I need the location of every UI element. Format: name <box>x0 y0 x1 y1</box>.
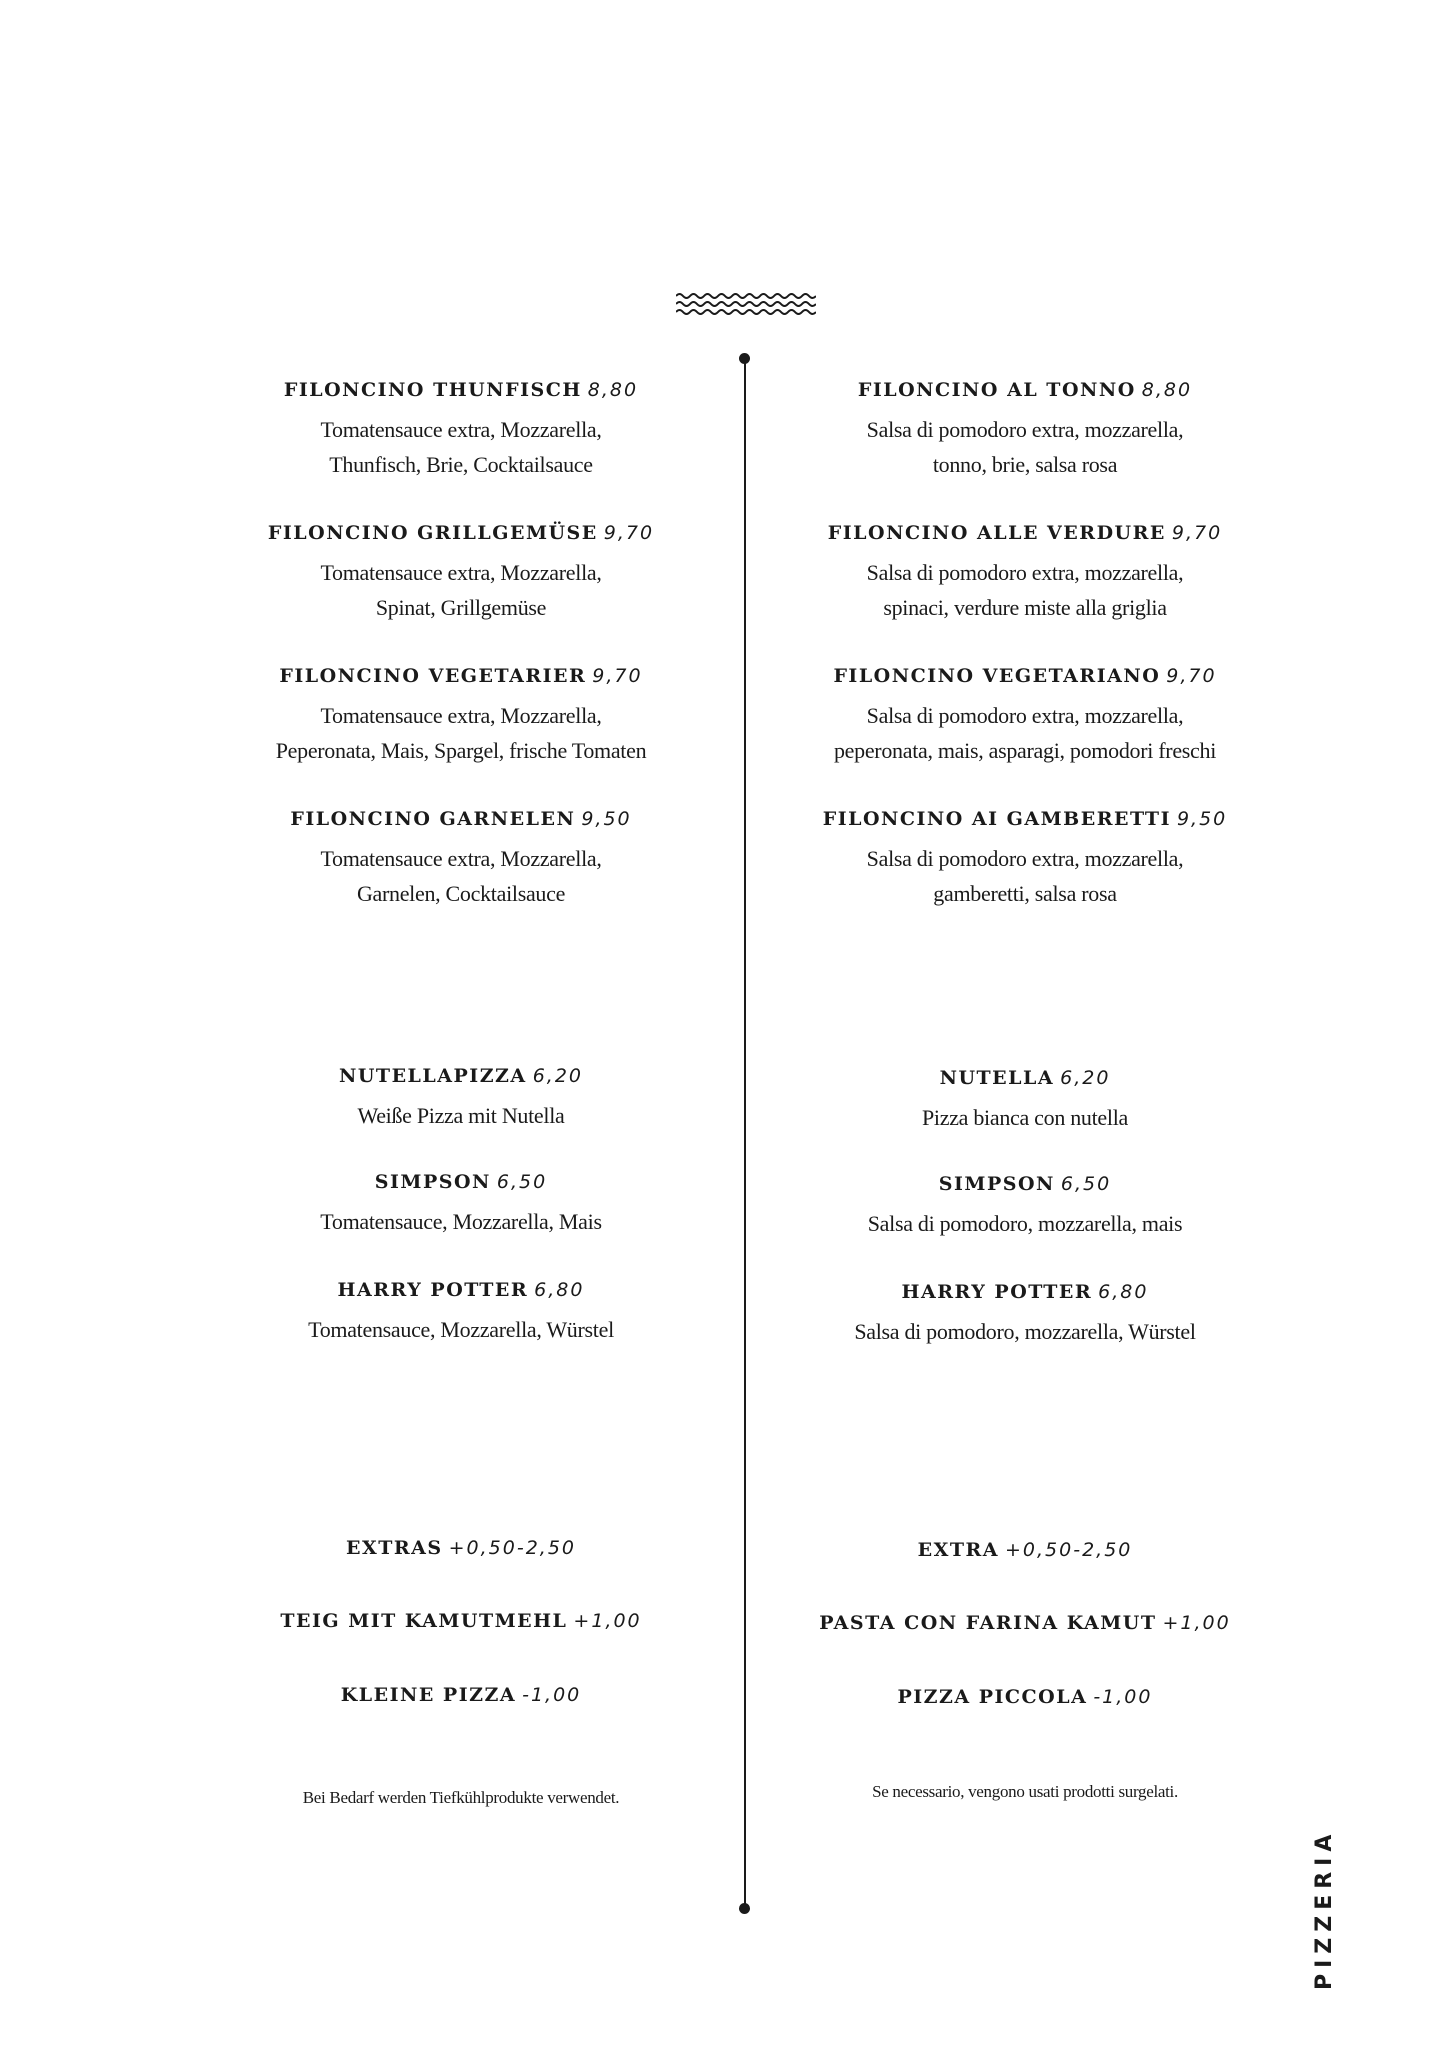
menu-item <box>201 521 721 625</box>
menu-item <box>201 1609 721 1633</box>
item-description <box>765 1100 1285 1135</box>
menu-item <box>765 664 1285 768</box>
description-line: Tomatensauce extra, Mozzarella, <box>320 846 602 871</box>
item-description <box>201 698 721 768</box>
item-price: 9,50 <box>581 808 632 830</box>
waves-ornament-icon <box>676 292 816 316</box>
item-title <box>201 1278 721 1302</box>
item-title <box>201 378 721 402</box>
description-line: Garnelen, Cocktailsauce <box>356 881 566 906</box>
item-price: -1,00 <box>522 1684 582 1706</box>
item-name: TEIG MIT KAMUTMEHL <box>280 1610 568 1632</box>
item-title <box>201 664 721 688</box>
description-line: Salsa di pomodoro extra, mozzarella, <box>866 560 1184 585</box>
item-name: HARRY POTTER <box>337 1279 529 1301</box>
item-description <box>765 412 1285 482</box>
item-price: 9,70 <box>592 665 643 687</box>
item-price: +0,50-2,50 <box>448 1537 576 1559</box>
menu-item <box>765 1685 1285 1709</box>
item-price: 6,50 <box>1060 1173 1112 1195</box>
description-line: Salsa di pomodoro extra, mozzarella, <box>866 703 1184 728</box>
item-name: FILONCINO VEGETARIANO <box>833 665 1161 687</box>
description-line: Peperonata, Mais, Spargel, frische Tomaten <box>275 738 647 763</box>
item-title <box>201 521 721 545</box>
divider-bottom-dot <box>739 1903 750 1914</box>
item-name: SIMPSON <box>938 1173 1055 1195</box>
column-divider <box>744 358 746 1908</box>
item-price: 6,20 <box>532 1065 583 1087</box>
description-line: Salsa di pomodoro extra, mozzarella, <box>866 846 1184 871</box>
description-line: peperonata, mais, asparagi, pomodori freschi <box>833 738 1217 763</box>
item-title <box>765 1611 1285 1635</box>
item-name: NUTELLAPIZZA <box>339 1065 527 1087</box>
menu-item <box>765 378 1285 482</box>
description-line: Spinat, Grillgemüse <box>375 595 547 620</box>
item-price: 6,80 <box>534 1279 585 1301</box>
item-title <box>765 521 1285 545</box>
menu-item <box>201 1683 721 1707</box>
item-title <box>201 1064 721 1088</box>
item-name: FILONCINO THUNFISCH <box>283 379 582 401</box>
item-title <box>765 1280 1285 1304</box>
menu-item <box>201 1064 721 1133</box>
description-line: spinaci, verdure miste alla griglia <box>883 595 1167 620</box>
item-price: +1,00 <box>573 1610 642 1632</box>
item-title <box>765 1172 1285 1196</box>
item-description <box>765 698 1285 768</box>
item-description <box>201 1312 721 1347</box>
item-title <box>201 1683 721 1707</box>
description-line: Salsa di pomodoro extra, mozzarella, <box>866 417 1184 442</box>
menu-item <box>765 1538 1285 1562</box>
item-name: FILONCINO GRILLGEMÜSE <box>267 522 598 544</box>
item-price: +1,00 <box>1162 1612 1231 1634</box>
item-name: HARRY POTTER <box>901 1281 1093 1303</box>
description-line: Tomatensauce, Mozzarella, Würstel <box>308 1317 614 1342</box>
item-description <box>201 555 721 625</box>
description-line: Salsa di pomodoro, mozzarella, mais <box>867 1211 1183 1236</box>
item-price: 6,50 <box>496 1171 548 1193</box>
item-title <box>765 807 1285 831</box>
item-title <box>765 1538 1285 1562</box>
menu-item <box>765 1611 1285 1635</box>
item-price: -1,00 <box>1093 1686 1153 1708</box>
menu-item <box>201 378 721 482</box>
menu-item <box>765 1172 1285 1241</box>
item-title <box>201 807 721 831</box>
item-name: FILONCINO VEGETARIER <box>279 665 587 687</box>
item-price: 8,80 <box>1141 379 1193 401</box>
item-name: FILONCINO GARNELEN <box>290 808 576 830</box>
item-name: FILONCINO AI GAMBERETTI <box>822 808 1171 830</box>
item-title <box>765 1066 1285 1090</box>
description-line: Tomatensauce extra, Mozzarella, <box>320 703 602 728</box>
item-price: 9,70 <box>1171 522 1223 544</box>
item-title <box>201 1609 721 1633</box>
item-price: 9,70 <box>603 522 655 544</box>
item-description <box>201 1098 721 1133</box>
section-label: PIZZERIA <box>1312 1828 1337 1990</box>
frozen-products-note: Bei Bedarf werden Tiefkühlprodukte verwendet. <box>302 1788 620 1807</box>
item-price: +0,50-2,50 <box>1005 1539 1133 1561</box>
description-line: Weiße Pizza mit Nutella <box>357 1103 565 1128</box>
item-price: 6,80 <box>1098 1281 1149 1303</box>
item-title <box>201 1170 721 1194</box>
item-name: EXTRAS <box>345 1537 443 1559</box>
item-description <box>765 1314 1285 1349</box>
item-name: NUTELLA <box>939 1067 1055 1089</box>
description-line: Tomatensauce, Mozzarella, Mais <box>320 1209 602 1234</box>
item-name: PASTA CON FARINA KAMUT <box>819 1612 1157 1634</box>
menu-item <box>201 1170 721 1239</box>
item-description <box>201 841 721 911</box>
description-line: tonno, brie, salsa rosa <box>932 452 1118 477</box>
item-description <box>765 1206 1285 1241</box>
item-name: FILONCINO AL TONNO <box>857 379 1136 401</box>
menu-item <box>765 1066 1285 1135</box>
item-price: 9,50 <box>1176 808 1228 830</box>
item-name: EXTRA <box>917 1539 999 1561</box>
item-price: 9,70 <box>1166 665 1217 687</box>
menu-item <box>201 807 721 911</box>
menu-item <box>765 521 1285 625</box>
item-price: 8,80 <box>587 379 639 401</box>
item-title <box>765 378 1285 402</box>
item-description <box>201 412 721 482</box>
item-name: SIMPSON <box>374 1171 491 1193</box>
item-name: KLEINE PIZZA <box>340 1684 517 1706</box>
item-description <box>765 555 1285 625</box>
menu-item <box>201 664 721 768</box>
menu-item <box>201 1278 721 1347</box>
menu-item <box>201 1536 721 1560</box>
description-line: Thunfisch, Brie, Cocktailsauce <box>329 452 593 477</box>
description-line: gamberetti, salsa rosa <box>933 881 1117 906</box>
item-price: 6,20 <box>1060 1067 1111 1089</box>
description-line: Tomatensauce extra, Mozzarella, <box>320 417 602 442</box>
description-line: Pizza bianca con nutella <box>922 1105 1128 1130</box>
item-name: PIZZA PICCOLA <box>897 1686 1088 1708</box>
menu-item <box>765 807 1285 911</box>
item-description <box>201 1204 721 1239</box>
frozen-products-note: Se necessario, vengono usati prodotti surgelati. <box>872 1782 1178 1801</box>
item-name: FILONCINO ALLE VERDURE <box>827 522 1166 544</box>
description-line: Salsa di pomodoro, mozzarella, Würstel <box>854 1319 1196 1344</box>
item-title <box>765 664 1285 688</box>
item-description <box>765 841 1285 911</box>
item-title <box>201 1536 721 1560</box>
description-line: Tomatensauce extra, Mozzarella, <box>320 560 602 585</box>
item-title <box>765 1685 1285 1709</box>
menu-item <box>765 1280 1285 1349</box>
